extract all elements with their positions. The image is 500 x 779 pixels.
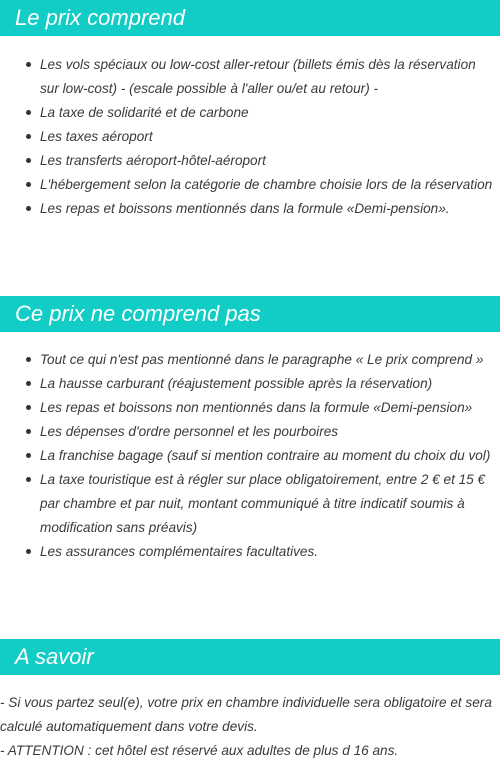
list-item: Les dépenses d'ordre personnel et les pourboires — [0, 420, 500, 444]
savoir-paragraph: - Si vous partez seul(e), votre prix en chambre individuelle sera obligatoire et sera calculé automatiquement dans votre devis. — [0, 695, 492, 734]
section-title-excluded: Ce prix ne comprend pas — [15, 301, 261, 326]
section-header-excluded — [0, 296, 500, 332]
list-item: Les repas et boissons non mentionnés dans la formule «Demi-pension» — [0, 396, 500, 420]
section-header-savoir — [0, 639, 500, 675]
list-item: Les transferts aéroport-hôtel-aéroport — [0, 149, 500, 173]
list-item: La taxe de solidarité et de carbone — [0, 101, 500, 125]
list-item: Les vols spéciaux ou low-cost aller-retour (billets émis dès la réservation sur low-cost) - (escale possible à l'aller ou/et au retour) - — [0, 53, 500, 101]
savoir-paragraph: - ATTENTION : cet hôtel est réservé aux adultes de plus d 16 ans. — [0, 743, 399, 758]
list-item: L'hébergement selon la catégorie de chambre choisie lors de la réservation — [0, 173, 500, 197]
list-item: Les assurances complémentaires facultatives. — [0, 540, 500, 564]
list-item: La hausse carburant (réajustement possible après la réservation) — [0, 372, 500, 396]
included-list — [0, 53, 500, 221]
section-header-included — [0, 0, 500, 36]
savoir-text — [0, 691, 500, 763]
list-item: La franchise bagage (sauf si mention contraire au moment du choix du vol) — [0, 444, 500, 468]
section-title-included: Le prix comprend — [15, 5, 185, 30]
excluded-list — [0, 348, 500, 564]
list-item: La taxe touristique est à régler sur place obligatoirement, entre 2 € et 15 € par chambre et par nuit, montant communiqué à titre indicatif soumis à modification sans préavis) — [0, 468, 500, 540]
list-item: Les repas et boissons mentionnés dans la formule «Demi-pension». — [0, 197, 500, 221]
list-item: Les taxes aéroport — [0, 125, 500, 149]
section-title-savoir: A savoir — [15, 644, 94, 669]
list-item: Tout ce qui n'est pas mentionné dans le paragraphe « Le prix comprend » — [0, 348, 500, 372]
